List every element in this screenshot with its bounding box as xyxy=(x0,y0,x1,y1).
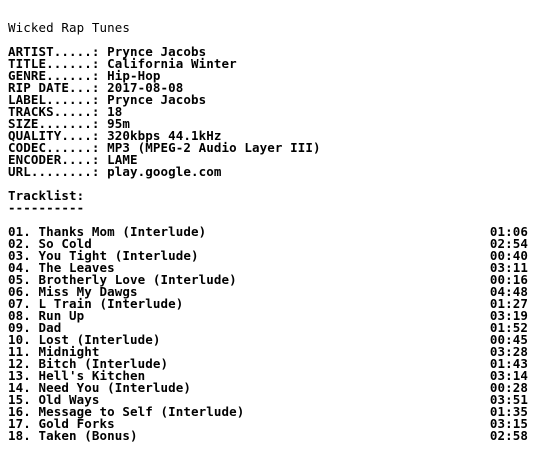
track-row xyxy=(8,298,528,310)
track-name: L Train (Interlude) xyxy=(38,296,184,311)
info-key: LABEL...... xyxy=(8,92,92,107)
info-separator: : xyxy=(91,56,108,71)
track-duration: 01:52 xyxy=(489,320,528,335)
info-separator: : xyxy=(91,44,108,59)
track-number: 12. xyxy=(8,356,31,371)
info-separator: : xyxy=(91,68,108,83)
nfo-document xyxy=(8,22,528,442)
track-row xyxy=(8,310,528,322)
track-name: Hell's Kitchen xyxy=(38,368,146,383)
info-value: 320kbps 44.1kHz xyxy=(107,128,222,143)
track-row xyxy=(8,430,528,442)
track-duration: 00:45 xyxy=(489,332,528,347)
info-separator: : xyxy=(91,128,108,143)
track-name: The Leaves xyxy=(38,260,115,275)
track-number: 03. xyxy=(8,248,31,263)
info-separator: : xyxy=(91,116,108,131)
track-duration: 02:58 xyxy=(489,428,528,443)
track-number: 18. xyxy=(8,428,31,443)
track-duration: 02:54 xyxy=(489,236,528,251)
info-block xyxy=(8,46,528,178)
track-duration: 03:19 xyxy=(489,308,528,323)
blank-line xyxy=(8,178,528,190)
info-value: Prynce Jacobs xyxy=(107,92,207,107)
track-name: Gold Forks xyxy=(38,416,115,431)
track-name: Brotherly Love (Interlude) xyxy=(38,272,237,287)
track-duration: 03:15 xyxy=(489,416,528,431)
track-duration: 03:14 xyxy=(489,368,528,383)
info-value: MP3 (MPEG-2 Audio Layer III) xyxy=(107,140,321,155)
info-key: ARTIST..... xyxy=(8,44,92,59)
track-number: 04. xyxy=(8,260,31,275)
track-number: 06. xyxy=(8,284,31,299)
track-duration: 03:28 xyxy=(489,344,528,359)
track-number: 01. xyxy=(8,224,31,239)
track-name: Bitch (Interlude) xyxy=(38,356,169,371)
track-number: 05. xyxy=(8,272,31,287)
info-value: Hip-Hop xyxy=(107,68,161,83)
track-name: You Tight (Interlude) xyxy=(38,248,199,263)
track-duration: 01:35 xyxy=(489,404,528,419)
info-key: RIP DATE... xyxy=(8,80,92,95)
track-number: 17. xyxy=(8,416,31,431)
info-row xyxy=(8,166,528,178)
info-separator: : xyxy=(91,152,108,167)
info-key: TITLE...... xyxy=(8,56,92,71)
info-key: TRACKS..... xyxy=(8,104,92,119)
track-name: Run Up xyxy=(38,308,85,323)
track-title xyxy=(8,430,138,442)
info-key: CODEC...... xyxy=(8,140,92,155)
info-key: SIZE....... xyxy=(8,116,92,131)
tracklist-rule: ---------- xyxy=(8,200,85,215)
info-value: 2017-08-08 xyxy=(107,80,184,95)
track-duration: 03:51 xyxy=(489,392,528,407)
track-number: 15. xyxy=(8,392,31,407)
track-number: 14. xyxy=(8,380,31,395)
tracklist xyxy=(8,226,528,442)
info-key: GENRE...... xyxy=(8,68,92,83)
track-duration: 00:40 xyxy=(489,248,528,263)
track-name: Need You (Interlude) xyxy=(38,380,192,395)
track-name: Taken (Bonus) xyxy=(38,428,138,443)
info-value: 95m xyxy=(107,116,131,131)
info-separator: : xyxy=(91,104,108,119)
info-key: ENCODER.... xyxy=(8,152,92,167)
info-separator: : xyxy=(91,164,108,179)
track-name: So Cold xyxy=(38,236,92,251)
info-value: 18 xyxy=(107,104,123,119)
track-duration: 00:28 xyxy=(489,380,528,395)
track-number: 08. xyxy=(8,308,31,323)
info-value: LAME xyxy=(107,152,138,167)
track-name: Old Ways xyxy=(38,392,100,407)
document-title: Wicked Rap Tunes xyxy=(8,20,131,35)
track-name: Midnight xyxy=(38,344,100,359)
tracklist-heading: Tracklist: xyxy=(8,188,85,203)
track-number: 16. xyxy=(8,404,31,419)
track-duration: 01:06 xyxy=(489,224,528,239)
track-name: Thanks Mom (Interlude) xyxy=(38,224,207,239)
track-name: Message to Self (Interlude) xyxy=(38,404,245,419)
track-duration: 01:43 xyxy=(489,356,528,371)
track-name: Miss My Dawgs xyxy=(38,284,138,299)
track-number: 13. xyxy=(8,368,31,383)
track-duration: 00:16 xyxy=(489,272,528,287)
info-value: Prynce Jacobs xyxy=(107,44,207,59)
info-separator: : xyxy=(91,80,108,95)
track-duration: 01:27 xyxy=(489,296,528,311)
track-number: 02. xyxy=(8,236,31,251)
track-number: 07. xyxy=(8,296,31,311)
track-name: Lost (Interlude) xyxy=(38,332,161,347)
info-value: play.google.com xyxy=(107,164,222,179)
info-separator: : xyxy=(91,140,108,155)
info-key: QUALITY.... xyxy=(8,128,92,143)
track-duration: 03:11 xyxy=(489,260,528,275)
info-value: California Winter xyxy=(107,56,237,71)
track-number: 11. xyxy=(8,344,31,359)
track-name: Dad xyxy=(38,320,62,335)
track-number: 09. xyxy=(8,320,31,335)
track-duration: 04:48 xyxy=(489,284,528,299)
info-separator: : xyxy=(91,92,108,107)
track-number: 10. xyxy=(8,332,31,347)
info-key: URL........ xyxy=(8,164,92,179)
